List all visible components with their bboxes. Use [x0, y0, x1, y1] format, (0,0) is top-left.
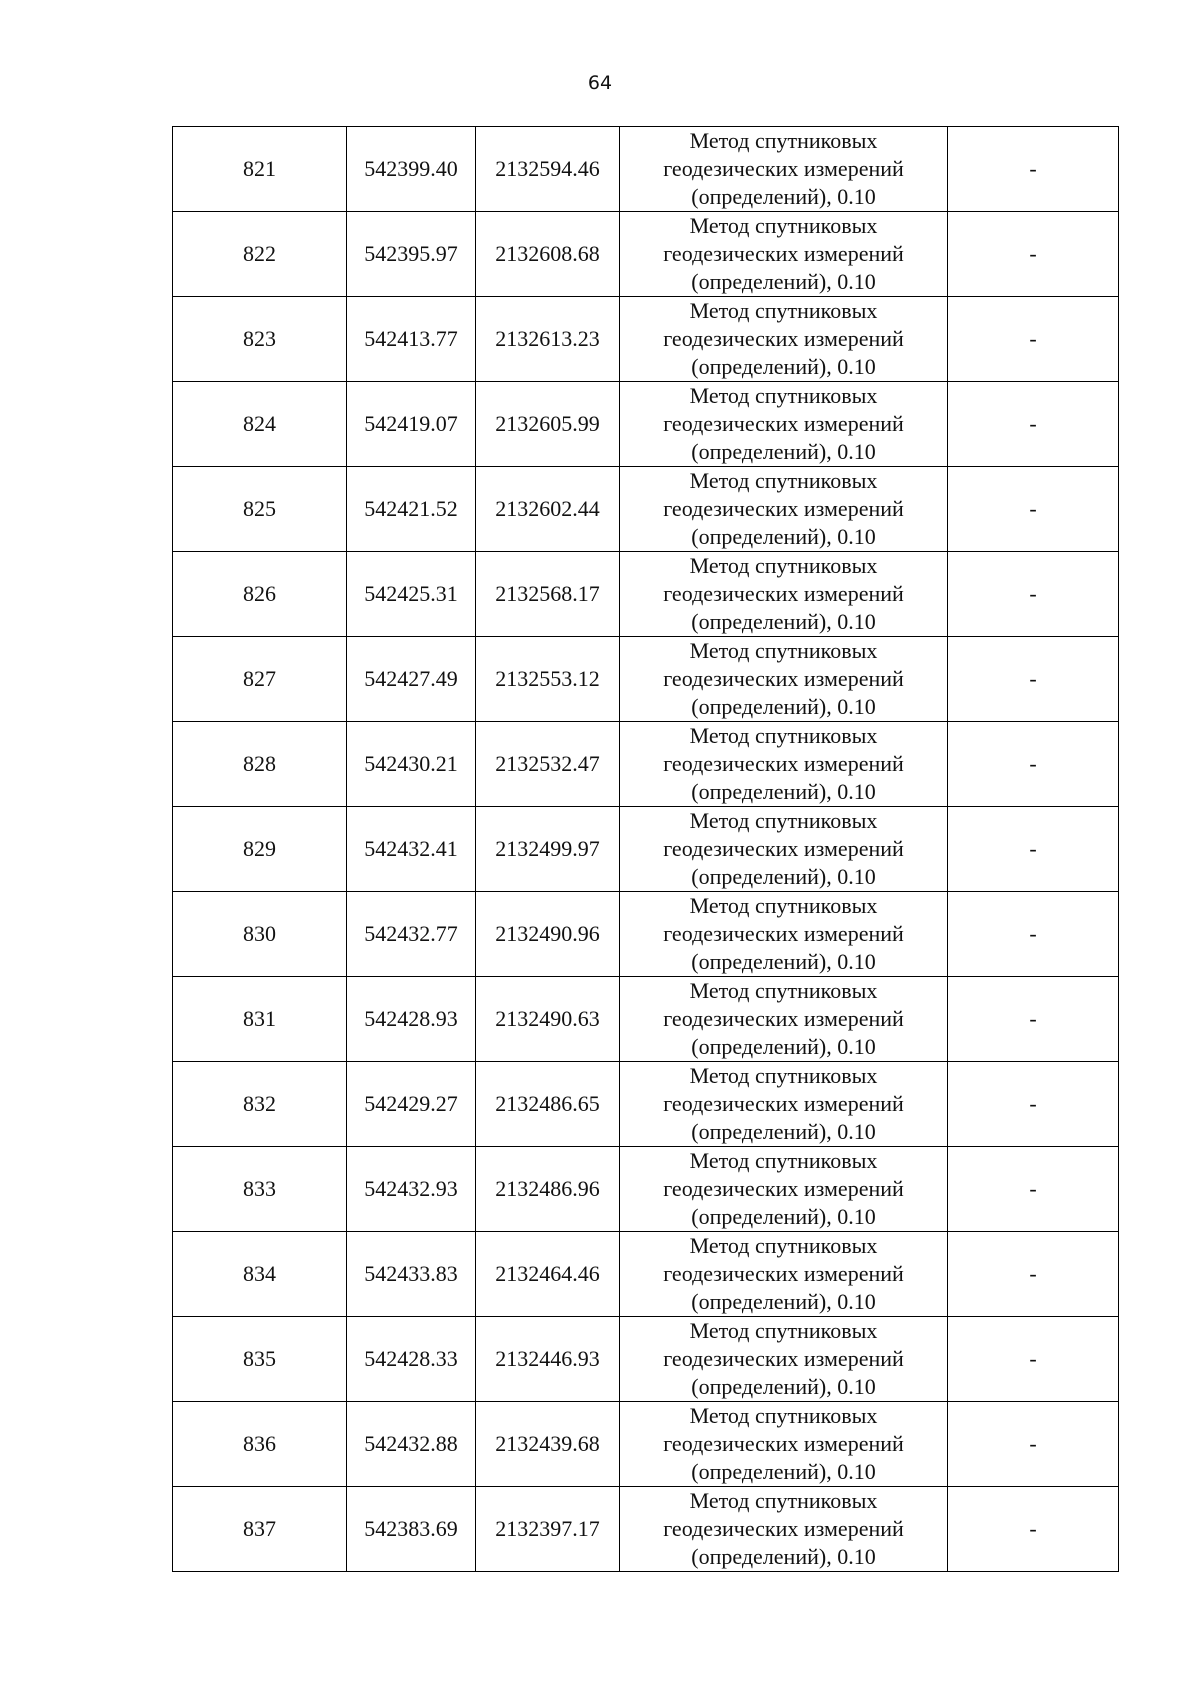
table-row	[173, 382, 1119, 467]
method-line: геодезических измерений	[663, 156, 904, 181]
method-cell	[620, 1487, 948, 1572]
table-row	[173, 552, 1119, 637]
method-line: (определений), 0.10	[691, 779, 876, 804]
method-line: (определений), 0.10	[691, 524, 876, 549]
method-cell	[620, 722, 948, 807]
table-row	[173, 1062, 1119, 1147]
method-line: (определений), 0.10	[691, 864, 876, 889]
page-number: 64	[587, 72, 613, 94]
method-line: геодезических измерений	[663, 326, 904, 351]
point-number-cell: 828	[173, 722, 347, 807]
point-number-cell: 836	[173, 1402, 347, 1487]
point-number-cell: 832	[173, 1062, 347, 1147]
table-row	[173, 1147, 1119, 1232]
table-row	[173, 1317, 1119, 1402]
method-line: Метод спутниковых	[689, 723, 878, 748]
point-number-cell: 834	[173, 1232, 347, 1317]
method-line: геодезических измерений	[663, 411, 904, 436]
note-cell: -	[948, 1487, 1119, 1572]
point-number-cell: 823	[173, 297, 347, 382]
method-line: Метод спутниковых	[689, 1318, 878, 1343]
method-line: геодезических измерений	[663, 1176, 904, 1201]
table-row	[173, 892, 1119, 977]
table-row	[173, 807, 1119, 892]
x-coordinate-cell: 542429.27	[347, 1062, 476, 1147]
table-row	[173, 977, 1119, 1062]
method-cell	[620, 1232, 948, 1317]
table-row	[173, 1232, 1119, 1317]
method-line: Метод спутниковых	[689, 213, 878, 238]
x-coordinate-cell: 542395.97	[347, 212, 476, 297]
x-coordinate-cell: 542427.49	[347, 637, 476, 722]
note-cell: -	[948, 212, 1119, 297]
note-cell: -	[948, 552, 1119, 637]
x-coordinate-cell: 542432.41	[347, 807, 476, 892]
x-coordinate-cell: 542432.93	[347, 1147, 476, 1232]
table-row	[173, 637, 1119, 722]
method-line: Метод спутниковых	[689, 128, 878, 153]
method-line: Метод спутниковых	[689, 298, 878, 323]
method-cell	[620, 382, 948, 467]
x-coordinate-cell: 542428.93	[347, 977, 476, 1062]
point-number-cell: 831	[173, 977, 347, 1062]
method-line: (определений), 0.10	[691, 439, 876, 464]
note-cell: -	[948, 1232, 1119, 1317]
note-cell: -	[948, 297, 1119, 382]
y-coordinate-cell: 2132439.68	[476, 1402, 620, 1487]
y-coordinate-cell: 2132486.96	[476, 1147, 620, 1232]
table-row	[173, 467, 1119, 552]
method-line: (определений), 0.10	[691, 609, 876, 634]
method-line: (определений), 0.10	[691, 1289, 876, 1314]
y-coordinate-cell: 2132602.44	[476, 467, 620, 552]
table-row	[173, 722, 1119, 807]
y-coordinate-cell: 2132532.47	[476, 722, 620, 807]
method-line: Метод спутниковых	[689, 553, 878, 578]
note-cell: -	[948, 467, 1119, 552]
method-line: (определений), 0.10	[691, 184, 876, 209]
table-row	[173, 127, 1119, 212]
y-coordinate-cell: 2132613.23	[476, 297, 620, 382]
method-line: Метод спутниковых	[689, 1233, 878, 1258]
x-coordinate-cell: 542432.88	[347, 1402, 476, 1487]
point-number-cell: 825	[173, 467, 347, 552]
point-number-cell: 830	[173, 892, 347, 977]
note-cell: -	[948, 1147, 1119, 1232]
point-number-cell: 829	[173, 807, 347, 892]
method-cell	[620, 637, 948, 722]
point-number-cell: 822	[173, 212, 347, 297]
y-coordinate-cell: 2132553.12	[476, 637, 620, 722]
note-cell: -	[948, 127, 1119, 212]
method-cell	[620, 297, 948, 382]
coordinates-table-body	[173, 127, 1119, 1572]
method-line: геодезических измерений	[663, 1261, 904, 1286]
y-coordinate-cell: 2132608.68	[476, 212, 620, 297]
method-line: Метод спутниковых	[689, 893, 878, 918]
point-number-cell: 824	[173, 382, 347, 467]
y-coordinate-cell: 2132446.93	[476, 1317, 620, 1402]
method-line: Метод спутниковых	[689, 1403, 878, 1428]
method-line: (определений), 0.10	[691, 269, 876, 294]
method-line: Метод спутниковых	[689, 468, 878, 493]
note-cell: -	[948, 382, 1119, 467]
method-cell	[620, 807, 948, 892]
coordinates-table	[172, 126, 1119, 1572]
y-coordinate-cell: 2132568.17	[476, 552, 620, 637]
point-number-cell: 827	[173, 637, 347, 722]
x-coordinate-cell: 542399.40	[347, 127, 476, 212]
method-line: (определений), 0.10	[691, 1459, 876, 1484]
x-coordinate-cell: 542425.31	[347, 552, 476, 637]
method-line: геодезических измерений	[663, 581, 904, 606]
method-cell	[620, 1062, 948, 1147]
method-line: (определений), 0.10	[691, 1034, 876, 1059]
method-line: Метод спутниковых	[689, 978, 878, 1003]
x-coordinate-cell: 542413.77	[347, 297, 476, 382]
note-cell: -	[948, 807, 1119, 892]
method-line: (определений), 0.10	[691, 1119, 876, 1144]
x-coordinate-cell: 542383.69	[347, 1487, 476, 1572]
method-line: (определений), 0.10	[691, 354, 876, 379]
y-coordinate-cell: 2132594.46	[476, 127, 620, 212]
method-line: Метод спутниковых	[689, 1488, 878, 1513]
method-line: Метод спутниковых	[689, 1063, 878, 1088]
x-coordinate-cell: 542432.77	[347, 892, 476, 977]
point-number-cell: 837	[173, 1487, 347, 1572]
table-row	[173, 297, 1119, 382]
method-line: Метод спутниковых	[689, 1148, 878, 1173]
method-line: геодезических измерений	[663, 751, 904, 776]
method-line: геодезических измерений	[663, 921, 904, 946]
method-line: геодезических измерений	[663, 666, 904, 691]
table-row	[173, 1402, 1119, 1487]
method-line: геодезических измерений	[663, 1091, 904, 1116]
x-coordinate-cell: 542421.52	[347, 467, 476, 552]
method-cell	[620, 212, 948, 297]
y-coordinate-cell: 2132464.46	[476, 1232, 620, 1317]
y-coordinate-cell: 2132490.63	[476, 977, 620, 1062]
method-line: геодезических измерений	[663, 241, 904, 266]
method-cell	[620, 892, 948, 977]
y-coordinate-cell: 2132490.96	[476, 892, 620, 977]
method-cell	[620, 552, 948, 637]
table-row	[173, 212, 1119, 297]
method-line: (определений), 0.10	[691, 1374, 876, 1399]
note-cell: -	[948, 977, 1119, 1062]
note-cell: -	[948, 892, 1119, 977]
method-cell	[620, 1317, 948, 1402]
y-coordinate-cell: 2132499.97	[476, 807, 620, 892]
method-cell	[620, 977, 948, 1062]
y-coordinate-cell: 2132397.17	[476, 1487, 620, 1572]
method-line: Метод спутниковых	[689, 638, 878, 663]
x-coordinate-cell: 542433.83	[347, 1232, 476, 1317]
method-line: геодезических измерений	[663, 1431, 904, 1456]
table-row	[173, 1487, 1119, 1572]
note-cell: -	[948, 1402, 1119, 1487]
x-coordinate-cell: 542419.07	[347, 382, 476, 467]
method-line: Метод спутниковых	[689, 383, 878, 408]
method-line: (определений), 0.10	[691, 1544, 876, 1569]
method-line: (определений), 0.10	[691, 1204, 876, 1229]
y-coordinate-cell: 2132605.99	[476, 382, 620, 467]
y-coordinate-cell: 2132486.65	[476, 1062, 620, 1147]
note-cell: -	[948, 637, 1119, 722]
method-cell	[620, 1147, 948, 1232]
method-cell	[620, 127, 948, 212]
note-cell: -	[948, 722, 1119, 807]
point-number-cell: 835	[173, 1317, 347, 1402]
method-line: (определений), 0.10	[691, 949, 876, 974]
method-line: геодезических измерений	[663, 1346, 904, 1371]
method-line: геодезических измерений	[663, 1006, 904, 1031]
method-cell	[620, 467, 948, 552]
point-number-cell: 833	[173, 1147, 347, 1232]
method-line: геодезических измерений	[663, 496, 904, 521]
method-cell	[620, 1402, 948, 1487]
method-line: геодезических измерений	[663, 1516, 904, 1541]
method-line: геодезических измерений	[663, 836, 904, 861]
x-coordinate-cell: 542430.21	[347, 722, 476, 807]
x-coordinate-cell: 542428.33	[347, 1317, 476, 1402]
point-number-cell: 826	[173, 552, 347, 637]
method-line: Метод спутниковых	[689, 808, 878, 833]
note-cell: -	[948, 1317, 1119, 1402]
note-cell: -	[948, 1062, 1119, 1147]
point-number-cell: 821	[173, 127, 347, 212]
method-line: (определений), 0.10	[691, 694, 876, 719]
